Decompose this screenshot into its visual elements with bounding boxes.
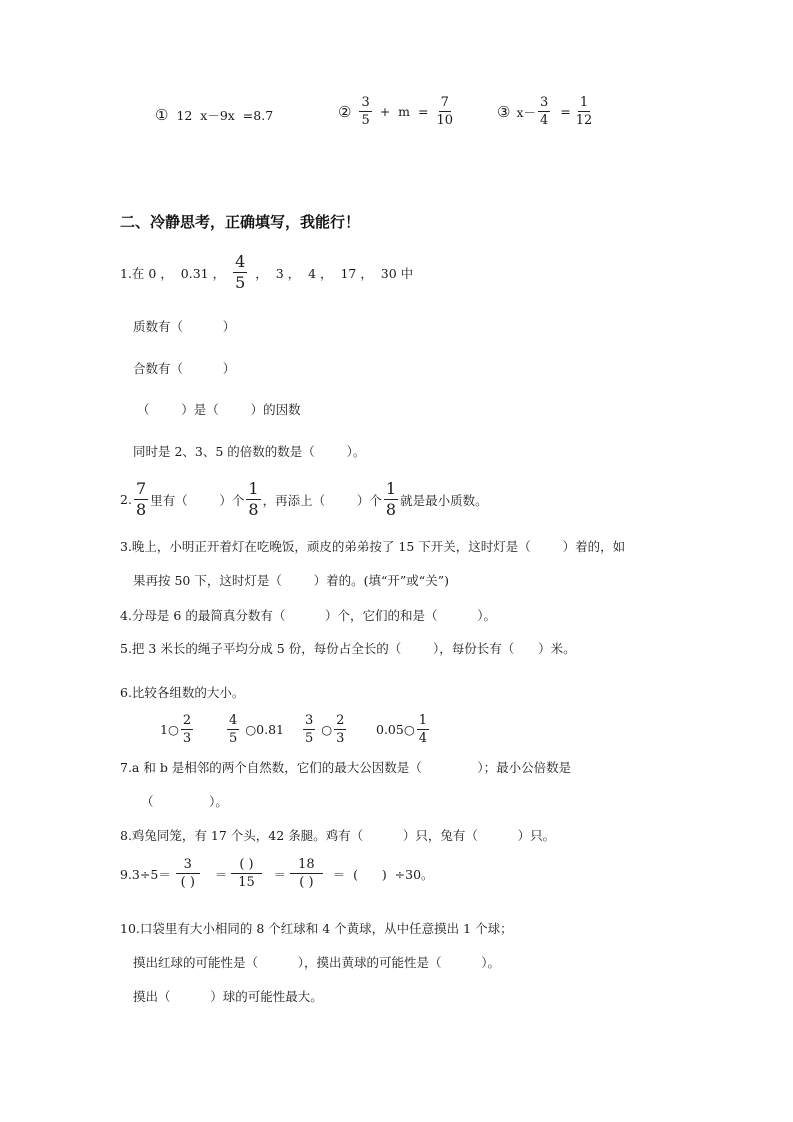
comparison-right: ○0.81: [241, 722, 284, 737]
circled-number-1: ①: [155, 106, 169, 124]
comparison-3: [301, 714, 348, 745]
circled-number-2: ②: [338, 102, 352, 121]
equation-1: [155, 106, 273, 124]
question-1-factor: （ ）是（ ）的因数: [137, 402, 301, 417]
comparison-right: ○: [317, 722, 333, 737]
section-heading: 二、冷静思考，正确填写，我能行！: [120, 213, 361, 231]
comparison-left: 1○: [160, 722, 179, 737]
question-1-primes: 质数有（ ）: [133, 319, 236, 334]
question-1-multiple: 同时是 2、3、5 的倍数的数是（ ）。: [133, 444, 366, 459]
fraction: $\frac{3}{( )}$: [173, 858, 203, 889]
fraction: $\frac{1}{4}$: [418, 713, 428, 746]
fraction: $\frac{2}{3}$: [336, 713, 345, 746]
fraction: $\frac{3}{4}$: [540, 95, 549, 128]
question-6-title: 6.比较各组数的大小。: [120, 685, 245, 700]
comparison-4: [376, 714, 431, 745]
fraction: $\frac{4}{5}$: [229, 713, 238, 746]
fraction: $\frac{7}{10}$: [436, 95, 453, 128]
question-1-prefix: 1.在 0 ， 0.31 ，: [120, 265, 226, 281]
circled-number-3: ③: [497, 102, 511, 121]
fraction: $\frac{3}{5}$: [361, 95, 370, 128]
question-2: [120, 481, 488, 518]
question-8: 8.鸡兔同笼，有 17 个头，42 条腿。鸡有（ ）只，兔有（ ）只。: [120, 828, 556, 843]
question-7-line-2: （ ）。: [141, 794, 228, 809]
equation-3-text: x－: [516, 104, 537, 120]
question-10-line-2: 摸出红球的可能性是（ ），摸出黄球的可能性是（ ）。: [133, 955, 500, 970]
comparison-1: [160, 714, 195, 745]
fraction: $\frac{4}{5}$: [235, 252, 246, 292]
question-3-line-2: 果再按 50 下，这时灯是（ ）着的。(填“开”或“关”): [133, 573, 449, 588]
question-3-line-1: 3.晚上，小明正开着灯在吃晚饭，顽皮的弟弟按了 15 下开关，这时灯是（ ）着的，如: [120, 539, 626, 554]
comparison-left: 0.05○: [376, 722, 415, 737]
question-2-text: ，再添上（ ）个: [262, 492, 382, 508]
comparison-2: [225, 714, 284, 745]
question-4: 4.分母是 6 的最简真分数有（ ）个，它们的和是（ ）。: [120, 608, 497, 623]
question-2-text: 就是最小质数。: [400, 492, 488, 508]
question-9: [120, 858, 434, 889]
fraction: $\frac{1}{8}$: [248, 479, 259, 519]
equation-2-text: + m =: [379, 104, 429, 119]
question-1: [120, 254, 413, 291]
question-2-text: 里有（ ）个: [150, 492, 245, 508]
question-10-line-3: 摸出（ ）球的可能性最大。: [133, 989, 323, 1004]
fraction: $\frac{1}{8}$: [385, 479, 397, 519]
question-9-suffix: ＝ ( ) ÷30。: [332, 866, 434, 882]
question-5: 5.把 3 米长的绳子平均分成 5 份，每份占全长的（ ），每份长有（ ）米。: [120, 641, 576, 656]
equation-1-text: 12 x－9x =8.7: [176, 108, 274, 123]
question-1-composites: 合数有（ ）: [133, 361, 236, 376]
equals-sign: ＝: [214, 866, 228, 882]
equation-2: [338, 96, 455, 127]
fraction: $\frac{2}{3}$: [182, 713, 192, 746]
question-1-suffix: ， 3 ， 4 ， 17 ， 30 中: [255, 265, 414, 281]
question-10-line-1: 10.口袋里有大小相同的 8 个红球和 4 个黄球，从中任意摸出 1 个球；: [120, 921, 513, 936]
fraction: $\frac{7}{8}$: [135, 479, 147, 519]
equals-sign: ＝: [273, 866, 287, 882]
fraction: $\frac{1}{12}$: [575, 95, 593, 128]
fraction: $\frac{18}{( )}$: [290, 858, 323, 889]
question-7-line-1: 7.a 和 b 是相邻的两个自然数，它们的最大公因数是（ ）；最小公倍数是: [120, 760, 572, 775]
question-2-prefix: 2.: [120, 492, 132, 507]
question-9-prefix: 9.3÷5＝: [120, 866, 171, 882]
equals-sign: =: [560, 104, 571, 119]
fraction: $\frac{( )}{15}$: [231, 858, 261, 889]
fraction: $\frac{3}{5}$: [305, 713, 314, 746]
equation-3: [497, 96, 594, 127]
